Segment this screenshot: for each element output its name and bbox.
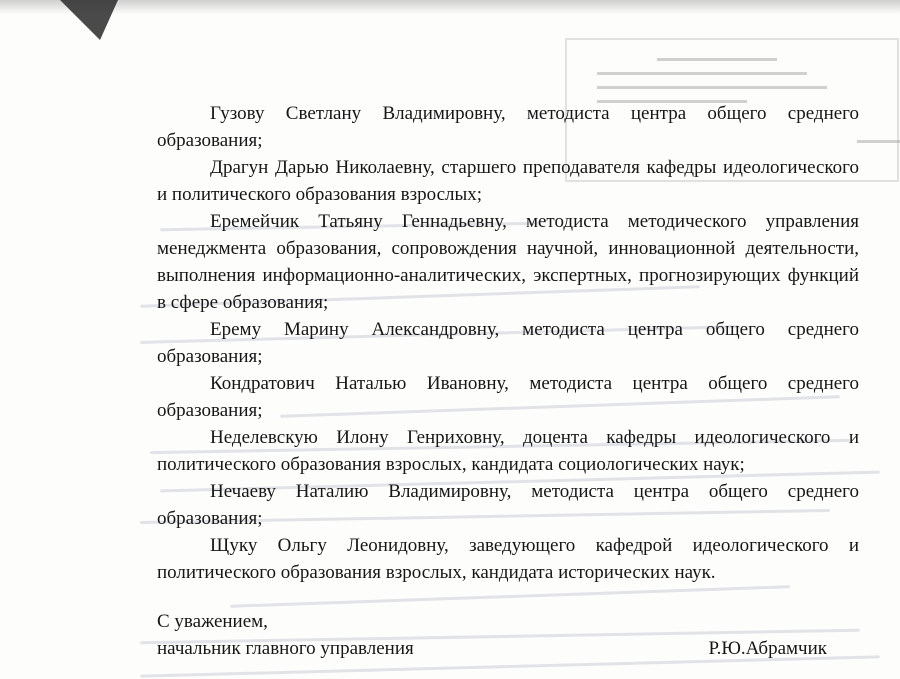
list-item: Драгун Дарью Николаевну, старшего преподавателя кафедры идеологического и политического образования взрослых; — [157, 157, 859, 205]
signatory-name: Р.Ю.Абрамчик — [708, 638, 827, 659]
signatory-position: начальник главного управления — [157, 638, 414, 659]
list-item: Гузову Светлану Владимировну, методиста центра общего среднего образования; — [157, 103, 859, 151]
recipient-list — [157, 100, 859, 586]
list-item: Нечаеву Наталию Владимировну, методиста центра общего среднего образования; — [157, 481, 859, 529]
list-item: Щуку Ольгу Леонидовну, заведующего кафедрой идеологического и политического образования взрослых, кандидата исторических наук. — [157, 535, 859, 583]
list-item: Неделевскую Илону Генриховну, доцента кафедры идеологического и политического образования взрослых, кандидата социологических наук; — [157, 427, 859, 475]
signature-row — [157, 635, 827, 662]
closing-block — [157, 608, 859, 662]
scan-edge-shadow — [0, 0, 900, 14]
list-item: Ерему Марину Александровну, методиста центра общего среднего образования; — [157, 319, 859, 367]
list-item: Кондратович Наталью Ивановну, методиста центра общего среднего образования; — [157, 373, 859, 421]
folded-corner-mark — [60, 0, 120, 50]
list-item: Еремейчик Татьяну Геннадьевну, методиста методического управления менеджмента образования, сопровождения научной, инновационной деятельности, выполнения информационно-аналитических, экспертных, прогнозирующих функций в сфере образования; — [157, 211, 859, 313]
closing-greeting: С уважением, — [157, 611, 268, 632]
